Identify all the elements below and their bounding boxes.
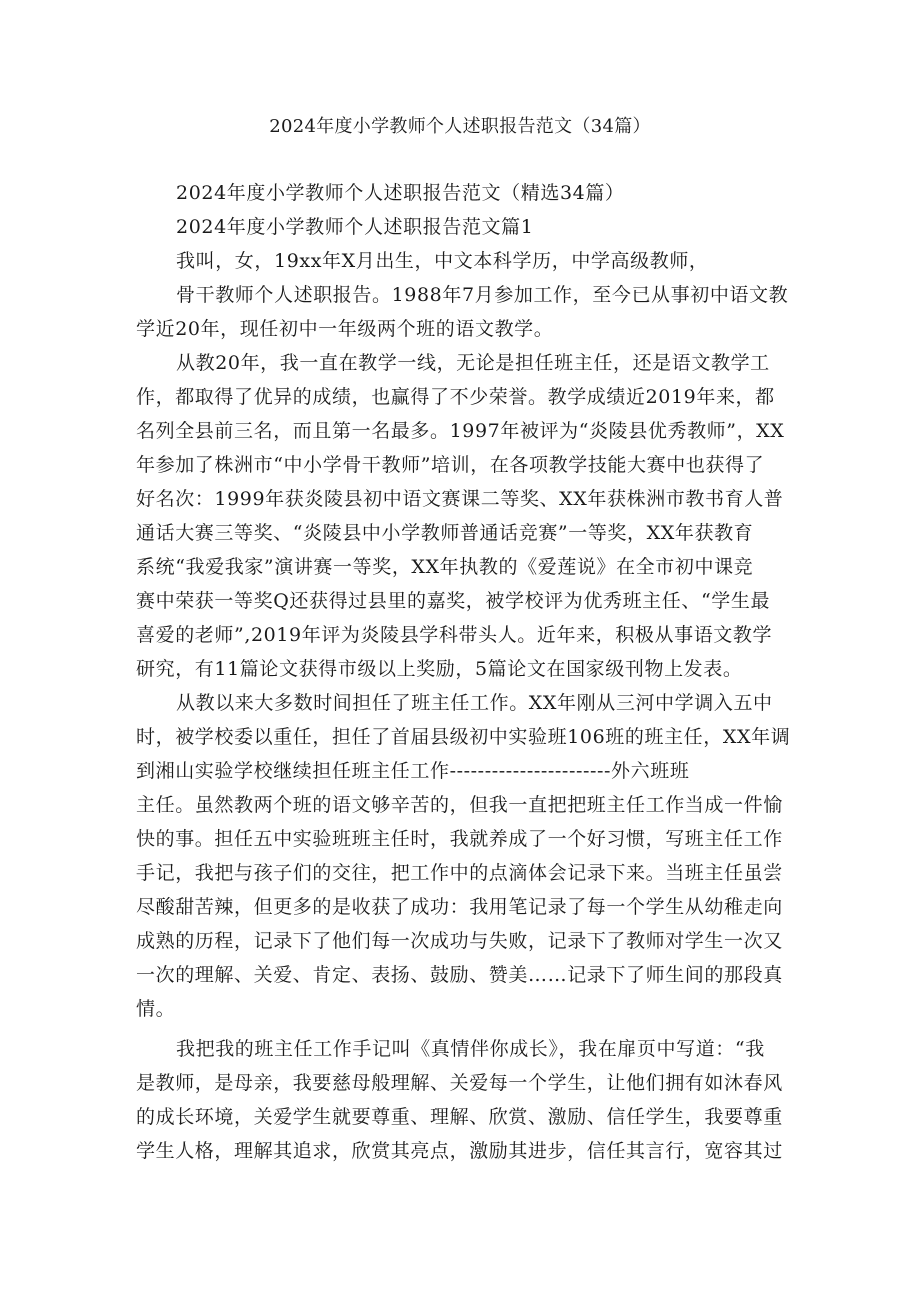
text-line: 到湘山实验学校继续担任班主任工作-----------------------外六班班 (136, 760, 690, 782)
text-line: 快的事。担任五中实验班班主任时，我就养成了一个好习惯，写班主任工作 (136, 828, 783, 850)
intro-line: 我叫，女，19xx年X月出生，中文本科学历，中学高级教师， (176, 250, 709, 272)
paragraph-2 (136, 346, 786, 686)
text-line: 通话大赛三等奖、“炎陵县中小学教师普通话竞赛”一等奖，XX年获教育 (136, 522, 754, 544)
text-line: 是教师，是母亲，我要慈母般理解、关爱每一个学生，让他们拥有如沐春风 (136, 1072, 783, 1094)
text-line: 一次的理解、关爱、肯定、表扬、鼓励、赞美……记录下了师生间的那段真 (136, 964, 783, 986)
paragraph-4 (136, 1032, 786, 1168)
text-line: 从教以来大多数时间担任了班主任工作。XX年刚从三河中学调入五中 (176, 692, 773, 714)
section-heading: 2024年度小学教师个人述职报告范文篇1 (176, 216, 534, 238)
document-title: 2024年度小学教师个人述职报告范文（34篇） (269, 116, 651, 137)
paragraph-3 (136, 686, 791, 1026)
paragraph-1 (136, 278, 789, 346)
text-line: 尽酸甜苦辣，但更多的是收获了成功：我用笔记录了每一个学生从幼稚走向 (136, 896, 783, 918)
text-line: 喜爱的老师”,2019年评为炎陵县学科带头人。近年来，积极从事语文教学 (136, 624, 773, 646)
text-line: 骨干教师个人述职报告。1988年7月参加工作，至今已从事初中语文教 (176, 284, 789, 306)
text-line: 的成长环境，关爱学生就要尊重、理解、欣赏、激励、信任学生，我要尊重 (136, 1106, 783, 1128)
text-line: 情。 (136, 998, 176, 1020)
subtitle-line: 2024年度小学教师个人述职报告范文（精选34篇） (176, 182, 625, 204)
text-line: 名列全县前三名，而且第一名最多。1997年被评为“炎陵县优秀教师”，XX (136, 420, 785, 442)
text-line: 好名次：1999年获炎陵县初中语文赛课二等奖、XX年获株洲市教书育人普 (136, 488, 784, 510)
text-line: 主任。虽然教两个班的语文够辛苦的，但我一直把把班主任工作当成一件愉 (136, 794, 783, 816)
text-line: 系统“我爱我家”演讲赛一等奖，XX年执教的《爱莲说》在全市初中课竞 (136, 556, 754, 578)
text-line: 年参加了株洲市“中小学骨干教师”培训，在各项教学技能大赛中也获得了 (136, 454, 765, 476)
text-line: 从教20年，我一直在教学一线，无论是担任班主任，还是语文教学工 (176, 352, 770, 374)
intro-block (136, 176, 786, 278)
text-line: 手记，我把与孩子们的交往，把工作中的点滴体会记录下来。当班主任虽尝 (136, 862, 783, 884)
text-line: 作，都取得了优异的成绩，也赢得了不少荣誉。教学成绩近2019年来，都 (136, 386, 775, 408)
text-line: 成熟的历程，记录下了他们每一次成功与失败，记录下了教师对学生一次又 (136, 930, 783, 952)
text-line: 学生人格，理解其追求，欣赏其亮点，激励其进步，信任其言行，宽容其过 (136, 1140, 783, 1162)
text-line: 我把我的班主任工作手记叫《真情伴你成长》，我在扉页中写道：“我 (176, 1038, 765, 1060)
text-line: 学近20年，现任初中一年级两个班的语文教学。 (136, 318, 554, 340)
text-line: 时，被学校委以重任，担任了首届县级初中实验班106班的班主任，XX年调 (136, 726, 791, 748)
text-line: 赛中荣获一等奖Q还获得过县里的嘉奖，被学校评为优秀班主任、“学生最 (136, 590, 771, 612)
text-line: 研究，有11篇论文获得市级以上奖励，5篇论文在国家级刊物上发表。 (136, 658, 743, 680)
